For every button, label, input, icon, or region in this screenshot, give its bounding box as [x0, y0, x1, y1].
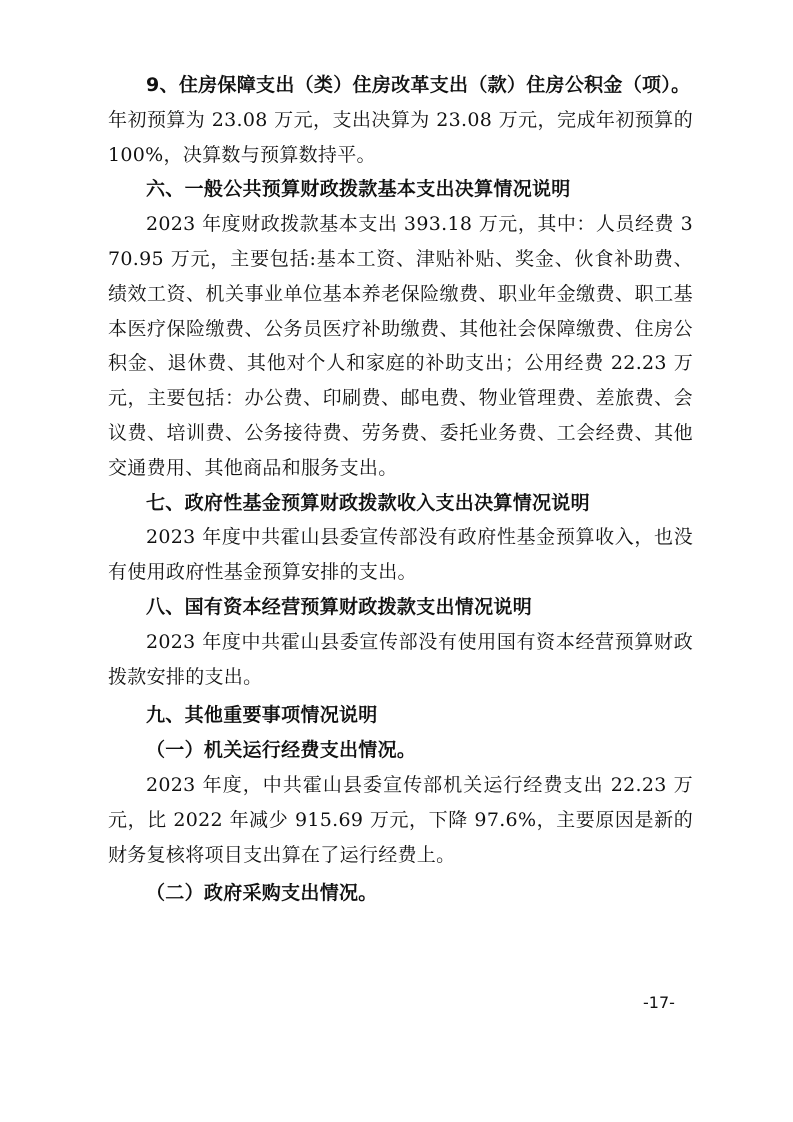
paragraph-government-fund: 2023 年度中共霍山县委宣传部没有政府性基金预算收入，也没有使用政府性基金预算安排的支出。	[108, 526, 693, 584]
paragraph-housing-fund: 年初预算为 23.08 万元，支出决算为 23.08 万元，完成年初预算的 100%，决算数与预算数持平。	[108, 108, 693, 166]
paragraph-basic-expenditure: 2023 年度财政拨款基本支出 393.18 万元，其中：人员经费 370.95 万元，主要包括:基本工资、津贴补贴、奖金、伙食补助费、绩效工资、机关事业单位基本养老保险缴费、职业年金缴费、职工基本医疗保险缴费、公务员医疗补助缴费、其他社会保障缴费、住房公积金、退休费、其他对个人和家庭的补助支出；公用经费 22.23 万元，主要包括：办公费、印刷费、邮电费、物业管理费、差旅费、会议费、培训费、公务接待费、劳务费、委托业务费、工会经费、其他交通费用、其他商品和服务支出。	[108, 213, 693, 479]
subsection-heading-procurement: （二）政府采购支出情况。	[146, 882, 378, 905]
page-number: -17-	[643, 993, 675, 1012]
paragraph-operating-expenses: 2023 年度，中共霍山县委宣传部机关运行经费支出 22.23 万元，比 2022 年减少 915.69 万元，下降 97.6%，主要原因是新的财务复核将项目支出算在了运行经费上。	[108, 773, 693, 866]
section-heading-government-fund: 七、政府性基金预算财政拨款收入支出决算情况说明	[146, 491, 590, 514]
subsection-heading-operating-expenses: （一）机关运行经费支出情况。	[146, 739, 417, 762]
section-heading-basic-expenditure: 六、一般公共预算财政拨款基本支出决算情况说明	[146, 178, 571, 201]
paragraph-state-capital: 2023 年度中共霍山县委宣传部没有使用国有资本经营预算财政拨款安排的支出。	[108, 630, 693, 688]
section-heading-state-capital: 八、国有资本经营预算财政拨款支出情况说明	[146, 595, 533, 618]
document-page	[108, 68, 693, 911]
section-heading-housing-fund: 9、住房保障支出（类）住房改革支出（款）住房公积金（项）。	[146, 74, 691, 96]
section-heading-other-matters: 九、其他重要事项情况说明	[146, 704, 378, 727]
